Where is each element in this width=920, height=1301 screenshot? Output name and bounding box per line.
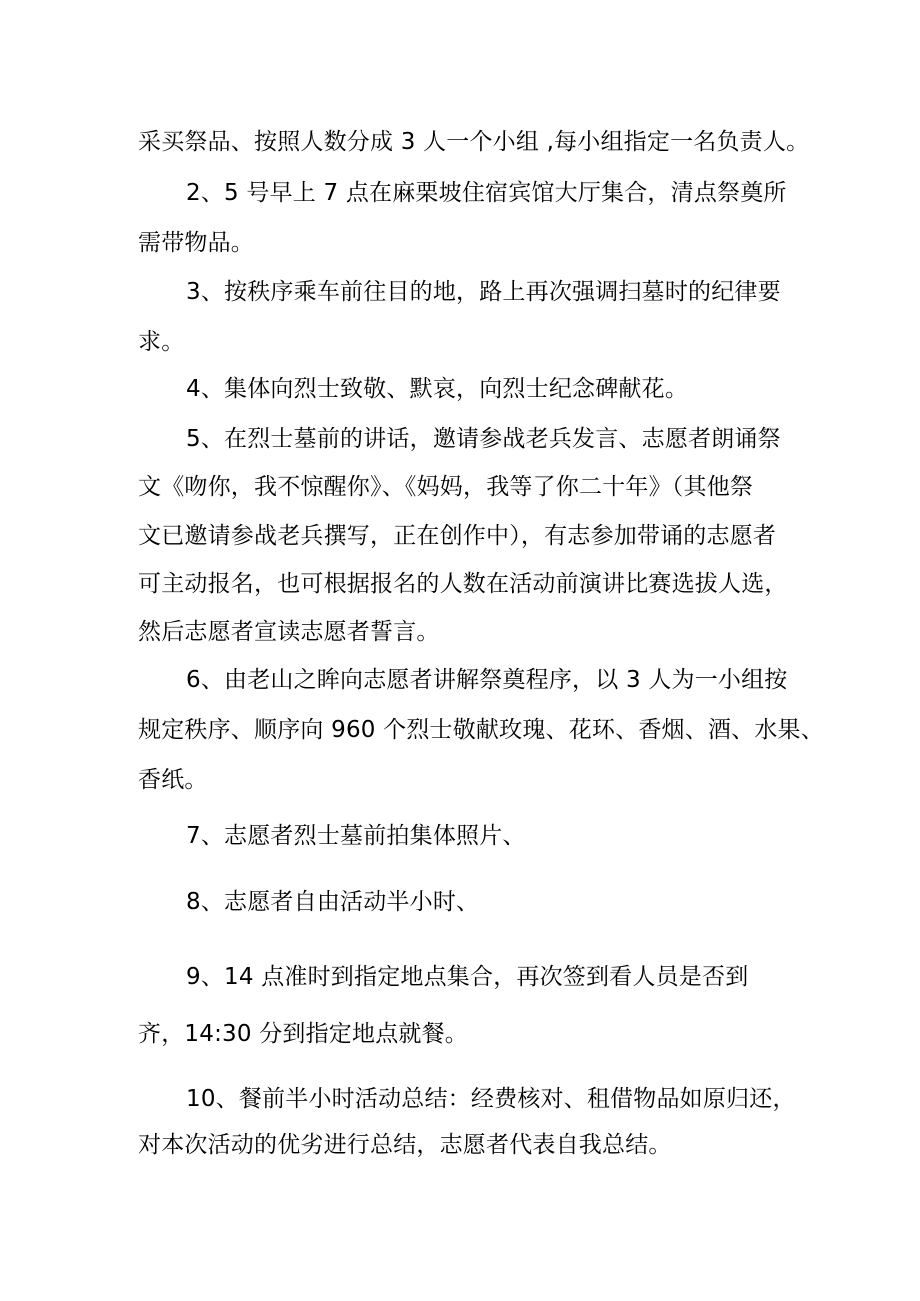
text-line: 可主动报名，也可根据报名的人数在活动前演讲比赛选拔人选，: [138, 571, 788, 597]
text-line: 香纸。: [138, 767, 208, 793]
text-line: 采买祭品、按照人数分成 3 人一个小组 ,每小组指定一名负责人。: [138, 129, 810, 155]
text-line: 10、餐前半小时活动总结：经费核对、租借物品如原归还，: [186, 1086, 796, 1112]
text-line: 规定秩序、顺序向 960 个烈士敬献玫瑰、花环、香烟、酒、水果、: [138, 717, 824, 743]
text-line: 求。: [138, 329, 185, 355]
text-line: 3、按秩序乘车前往目的地，路上再次强调扫墓时的纪律要: [186, 279, 781, 305]
text-line: 4、集体向烈士致敬、默哀，向烈士纪念碑献花。: [186, 376, 689, 402]
text-line: 6、由老山之眸向志愿者讲解祭奠程序，以 3 人为一小组按: [186, 667, 788, 693]
text-line: 2、5 号早上 7 点在麻栗坡住宿宾馆大厅集合，清点祭奠所: [186, 180, 787, 206]
text-line: 然后志愿者宣读志愿者誓言。: [138, 619, 440, 645]
text-line: 需带物品。: [138, 230, 254, 256]
text-line: 对本次活动的优劣进行总结，志愿者代表自我总结。: [138, 1132, 672, 1158]
text-line: 7、志愿者烈士墓前拍集体照片、: [186, 823, 526, 849]
text-line: 5、在烈士墓前的讲话，邀请参战老兵发言、志愿者朗诵祭: [186, 426, 781, 452]
text-line: 文已邀请参战老兵撰写，正在创作中），有志参加带诵的志愿者: [138, 523, 777, 549]
text-line: 8、志愿者自由活动半小时、: [186, 889, 480, 915]
text-line: 齐，14:30 分到指定地点就餐。: [138, 1021, 468, 1047]
text-line: 文《吻你，我不惊醒你》、《妈妈，我等了你二十年》（其他祭: [138, 474, 754, 500]
text-line: 9、14 点准时到指定地点集合，再次签到看人员是否到: [186, 964, 749, 990]
